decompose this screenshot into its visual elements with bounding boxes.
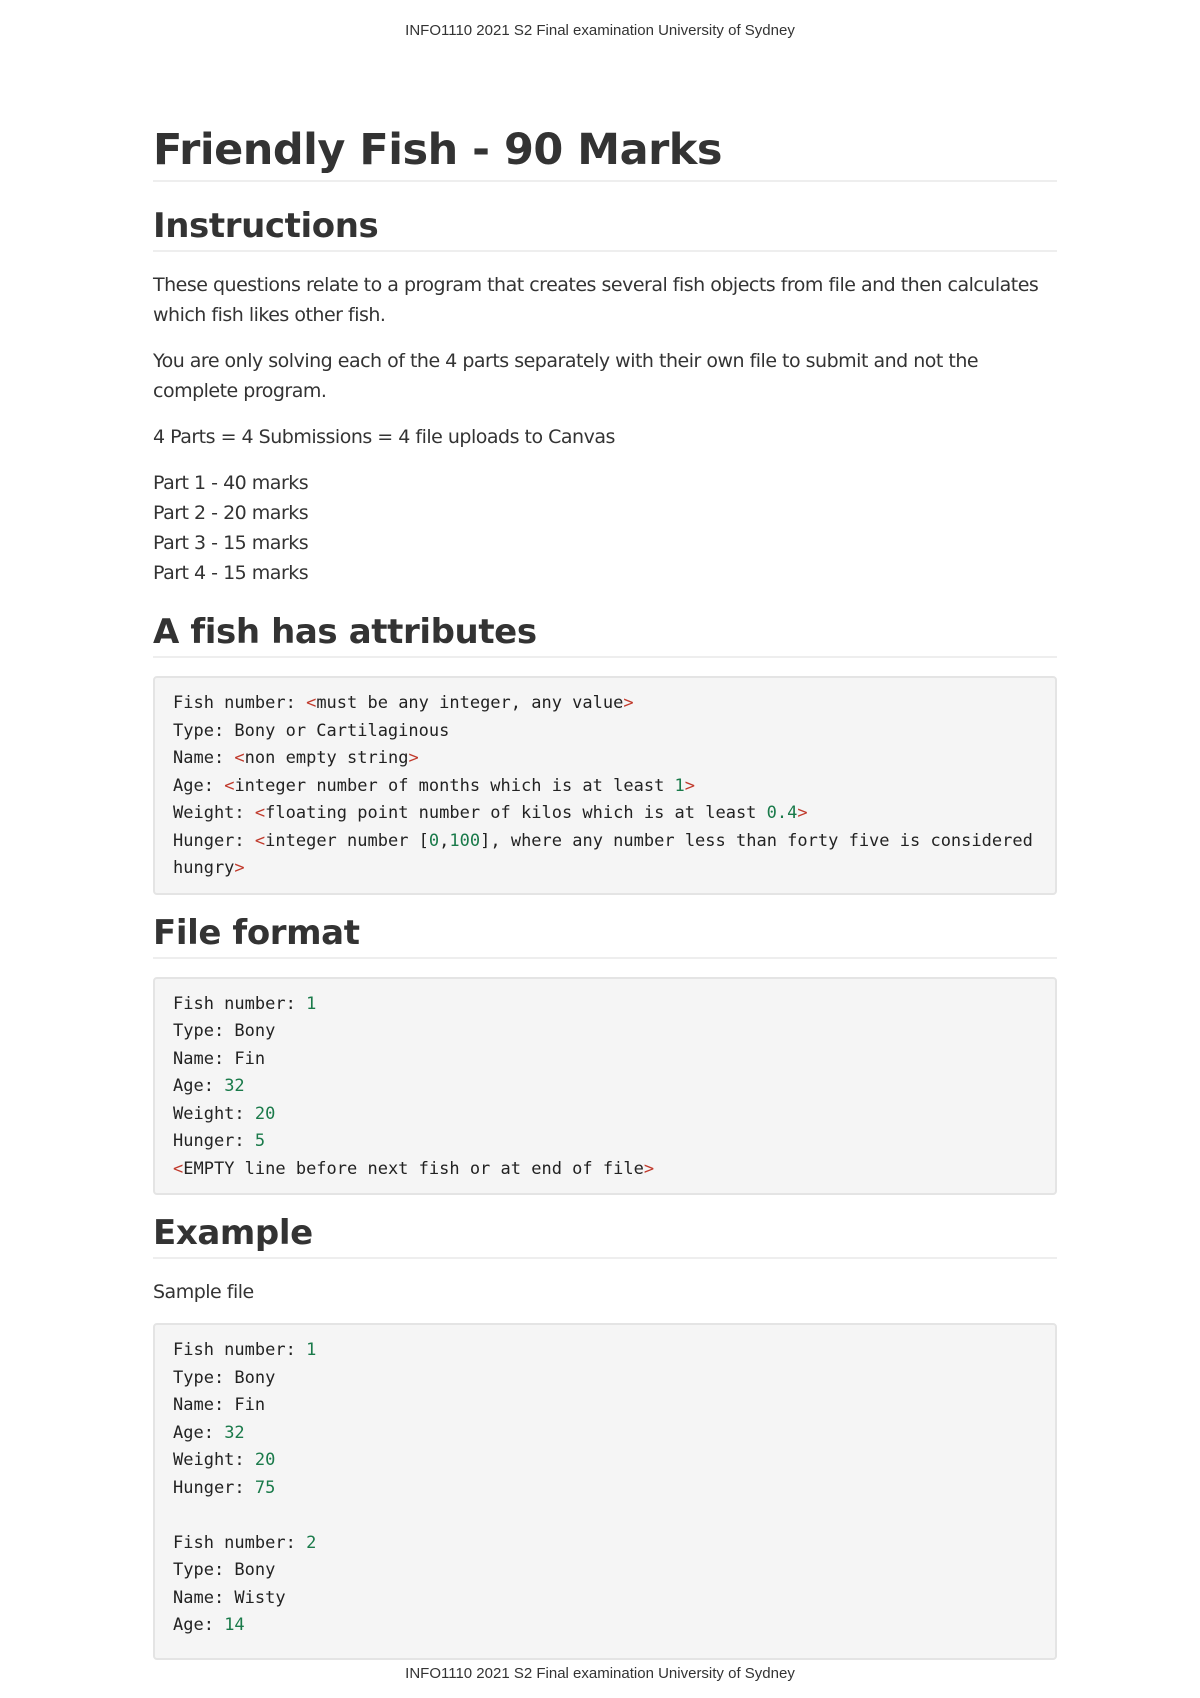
code-token: Hunger: (173, 1131, 255, 1151)
page-title: Friendly Fish - 90 Marks (153, 122, 1057, 182)
file-format-code-block (153, 977, 1057, 1196)
attributes-code-block (153, 676, 1057, 895)
instructions-section (153, 204, 1057, 588)
code-token: integer number of months which is at least (234, 775, 675, 796)
code-token: Type: Bony or Cartilaginous (173, 720, 450, 741)
instructions-paragraph-2: You are only solving each of the 4 parts separately with their own file to submit and not the complete program. (153, 350, 979, 402)
code-token: Age: (173, 1076, 225, 1096)
running-header: INFO1110 2021 S2 Final examination University of Sydney (405, 22, 795, 39)
code-line (173, 800, 1037, 828)
code-line (173, 1475, 1037, 1503)
code-token: ], where any number less than forty five is considered hungry (173, 830, 1044, 878)
code-token: Weight: (173, 803, 255, 823)
instructions-heading: Instructions (153, 204, 1057, 252)
code-line (173, 1073, 1037, 1101)
file-format-section (153, 911, 1057, 1196)
code-line (173, 1585, 1037, 1613)
code-line (173, 718, 1037, 746)
code-line (173, 773, 1037, 801)
example-section (153, 1211, 1057, 1660)
attributes-heading: A fish has attributes (153, 610, 1057, 658)
code-token: > (623, 693, 634, 713)
code-token: Name: Fin (173, 1048, 266, 1069)
code-token: < (173, 1158, 184, 1179)
code-line (173, 828, 1044, 883)
code-line (173, 1420, 1037, 1448)
code-line (173, 1502, 1037, 1530)
code-line (173, 1128, 1037, 1156)
code-line (173, 1337, 1037, 1365)
code-token: 75 (254, 1477, 276, 1498)
code-token: 1 (306, 993, 317, 1014)
attributes-section (153, 610, 1057, 895)
code-line (173, 1046, 1037, 1074)
code-token: < (306, 693, 317, 713)
code-token: > (684, 775, 696, 796)
code-token: Type: Bony (173, 1367, 276, 1388)
code-line (173, 1557, 1037, 1585)
sample-file-code-block (153, 1323, 1057, 1660)
code-line (173, 690, 1037, 718)
code-token: > (234, 858, 245, 878)
sample-file-label: Sample file (153, 1281, 254, 1303)
code-token: 32 (224, 1076, 245, 1096)
code-token: Fish number: (173, 1532, 307, 1553)
parts-list (153, 468, 1057, 588)
code-token: 100 (449, 830, 481, 851)
code-token: Age: (173, 775, 225, 796)
code-token: < (224, 775, 235, 796)
code-token: 0 (428, 830, 440, 851)
code-token: 2 (306, 1532, 317, 1553)
code-token: EMPTY line before next fish or at end of file (183, 1158, 644, 1179)
code-token: 0.4 (766, 803, 798, 823)
code-token: Fish number: (173, 993, 307, 1014)
code-line (173, 1101, 1037, 1129)
code-token: Weight: (173, 1450, 255, 1470)
code-token: floating point number of kilos which is at least (265, 803, 767, 823)
running-footer: INFO1110 2021 S2 Final examination University of Sydney (405, 1665, 795, 1682)
example-heading: Example (153, 1211, 1057, 1259)
code-token: Fish number: (173, 1340, 307, 1360)
code-line (173, 1392, 1037, 1420)
file-format-heading: File format (153, 911, 1057, 959)
code-line (173, 1530, 1037, 1558)
instructions-paragraph-1: These questions relate to a program that creates several fish objects from file and then calculates which fish likes other fish. (153, 274, 1039, 326)
exam-content (153, 122, 1057, 1676)
code-line (173, 1018, 1037, 1046)
code-token: 1 (674, 775, 685, 796)
code-token: Name: (173, 748, 235, 768)
code-token: 1 (306, 1340, 317, 1360)
code-token: must be any integer, any value (316, 693, 624, 713)
code-token: non empty string (244, 748, 409, 768)
code-token: 5 (254, 1131, 266, 1151)
code-token: , (439, 830, 450, 851)
part-2-marks: Part 2 - 20 marks (153, 502, 309, 524)
submissions-note: 4 Parts = 4 Submissions = 4 file uploads to Canvas (153, 426, 615, 448)
code-line (173, 1447, 1037, 1475)
code-token: Age: (173, 1422, 225, 1443)
code-line (173, 1612, 1037, 1640)
part-4-marks: Part 4 - 15 marks (153, 562, 309, 584)
code-token: < (254, 803, 266, 823)
part-1-marks: Part 1 - 40 marks (153, 472, 309, 494)
code-line (173, 1156, 1037, 1184)
code-line (173, 1365, 1037, 1393)
code-token: < (254, 830, 266, 851)
code-token: Hunger: (173, 830, 255, 851)
code-token: integer number [ (265, 830, 429, 851)
code-token: 20 (254, 1450, 276, 1470)
code-token: Type: Bony (173, 1021, 276, 1041)
code-token: Age: (173, 1615, 225, 1635)
code-token: < (234, 748, 245, 768)
code-token: Hunger: (173, 1477, 255, 1498)
code-token: Name: Wisty (173, 1587, 286, 1608)
code-token: Name: Fin (173, 1395, 266, 1415)
code-token: 20 (254, 1103, 276, 1124)
code-token: 14 (224, 1615, 245, 1635)
code-token: > (408, 748, 419, 768)
part-3-marks: Part 3 - 15 marks (153, 532, 309, 554)
code-token: 32 (224, 1422, 245, 1443)
code-line (173, 991, 1037, 1019)
code-token: > (643, 1158, 655, 1179)
code-token: Fish number: (173, 693, 307, 713)
code-line (173, 745, 1037, 773)
code-token: Weight: (173, 1103, 255, 1124)
code-token: Type: Bony (173, 1560, 276, 1580)
code-token: > (797, 803, 808, 823)
